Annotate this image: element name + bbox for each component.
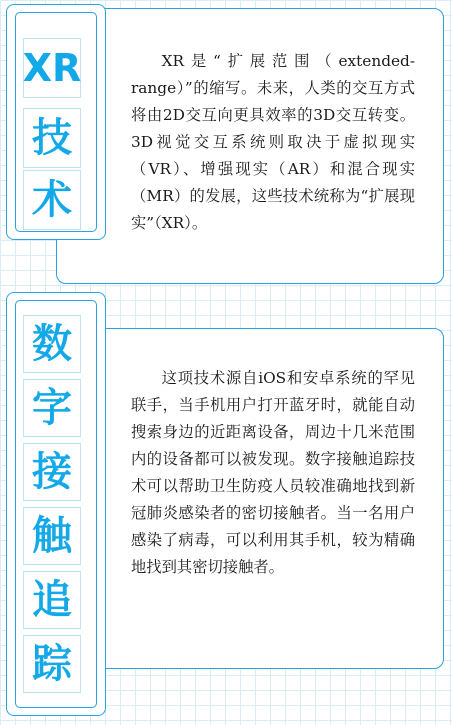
contact-tracing-title-char: 字 [23,379,81,437]
contact-tracing-title-tab [6,292,106,716]
xr-title-tab [6,4,106,240]
contact-tracing-title-char: 数 [23,315,81,373]
xr-title-char: 技 [23,108,81,168]
contact-tracing-title-char: 触 [23,507,81,565]
xr-title-char: 术 [23,170,81,230]
contact-tracing-title-char: 追 [23,571,81,629]
contact-tracing-title-char: 踪 [23,635,81,693]
xr-description: XR是“扩展范围（extended-range）”的缩写。未来，人类的交互方式将由2D交互向更具效率的3D交互转变。3D视觉交互系统则取决于虚拟现实（VR）、增强现实（AR）和混合现实（MR）的发展，这些技术统称为“扩展现实”（XR）。 [131,52,415,232]
xr-title-char: XR [23,38,81,98]
contact-tracing-description: 这项技术源自iOS和安卓系统的罕见联手，当手机用户打开蓝牙时，就能自动搜索身边的近距离设备，周边十几米范围内的设备都可以被发现。数字接触追踪技术可以帮助卫生防疫人员较准确地找到新冠肺炎感染者的密切接触者。当一名用户感染了病毒，可以利用其手机，较为精确地找到其密切接触者。 [131,369,415,576]
contact-tracing-title-char: 接 [23,443,81,501]
